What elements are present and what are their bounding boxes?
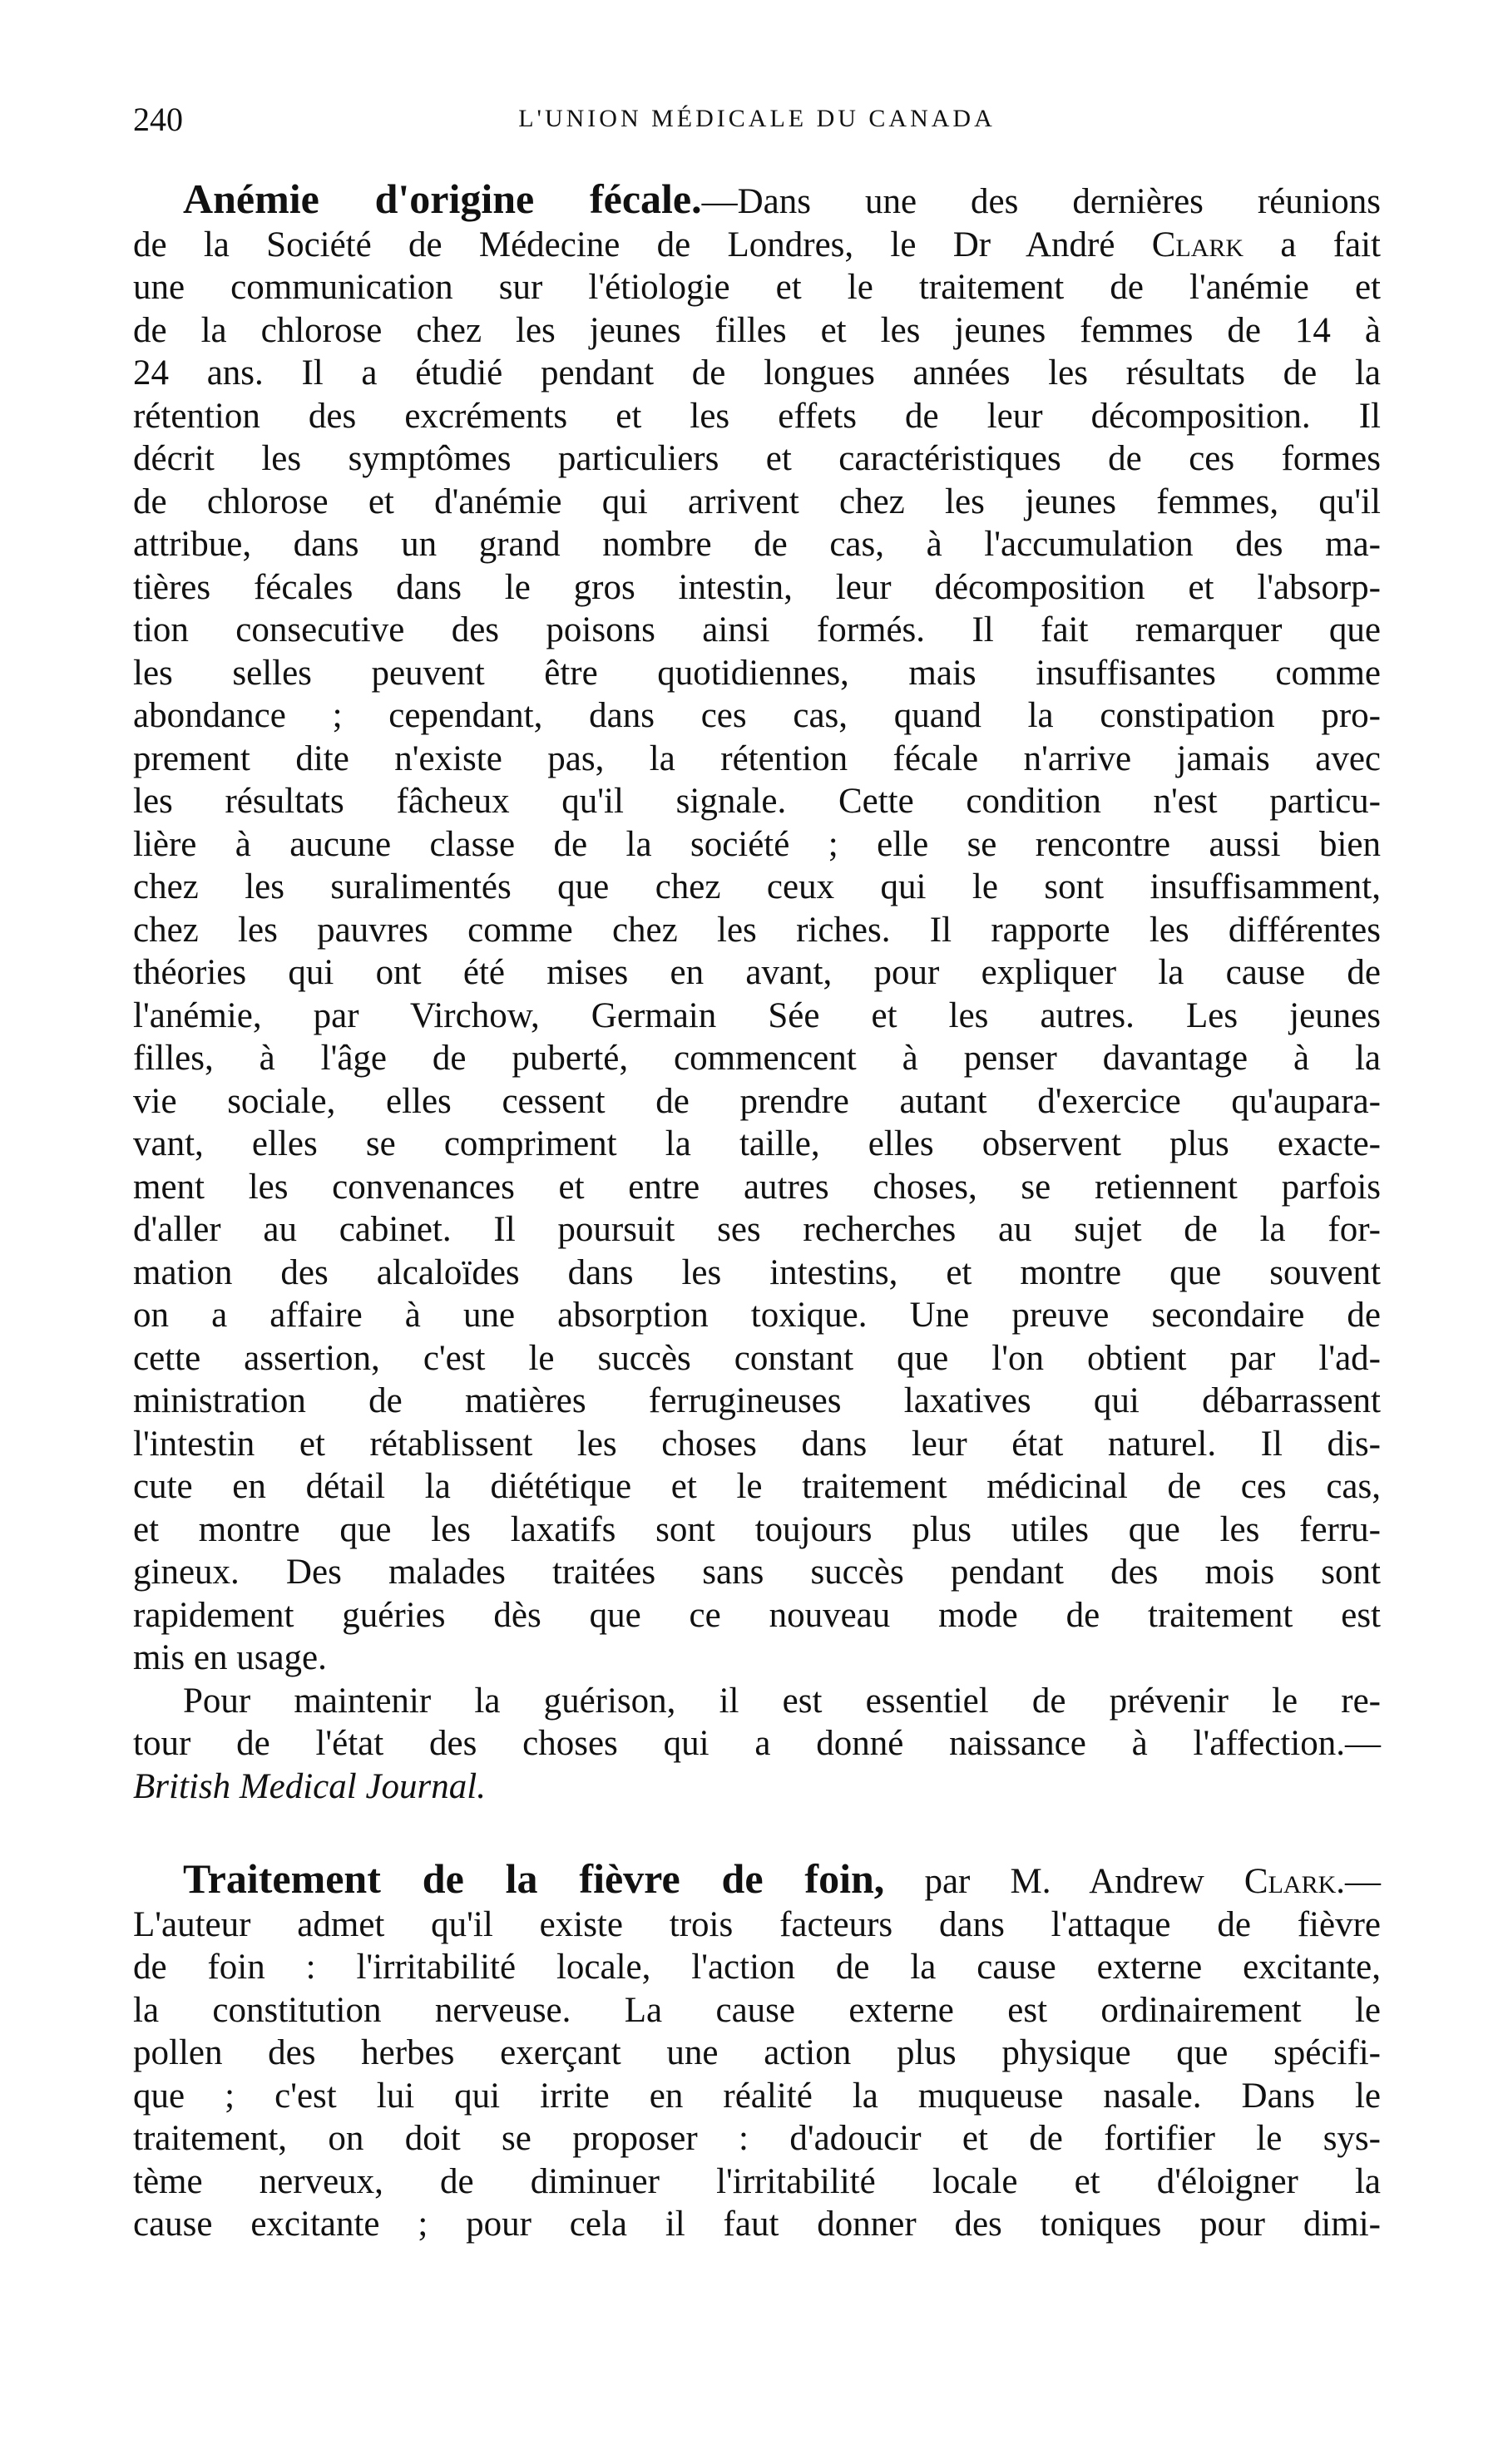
text-line: pollen des herbes exerçant une action plus physique que spécifi- <box>133 2033 1381 2072</box>
text-line: cute en détail la diététique et le traitement médicinal de ces cas, <box>133 1467 1381 1506</box>
text-line: chez les pauvres comme chez les riches. Il rapporte les différentes <box>133 910 1381 950</box>
text-line: chez les suralimentés que chez ceux qui le sont insuffisamment, <box>133 867 1381 906</box>
text-line: les résultats fâcheux qu'il signale. Cette condition n'est particu- <box>133 782 1381 821</box>
text-line: une communication sur l'étiologie et le traitement de l'anémie et <box>133 268 1381 307</box>
text-line <box>133 224 1381 267</box>
text-line: d'aller au cabinet. Il poursuit ses recherches au sujet de la for- <box>133 1210 1381 1249</box>
text-line: de la chlorose chez les jeunes filles et les jeunes femmes de 14 à <box>133 310 1381 350</box>
text-line: Pour maintenir la guérison, il est essentiel de prévenir le re- <box>183 1681 1381 1721</box>
text-line: on a affaire à une absorption toxique. Une preuve secondaire de <box>133 1296 1381 1335</box>
text-line: décrit les symptômes particuliers et caractéristiques de ces formes <box>133 439 1381 478</box>
text-line: que ; c'est lui qui irrite en réalité la muqueuse nasale. Dans le <box>133 2076 1381 2116</box>
text-line: filles, à l'âge de puberté, commencent à penser davantage à la <box>133 1039 1381 1078</box>
page-number: 240 <box>133 101 183 138</box>
text-line: 24 ans. Il a étudié pendant de longues années les résultats de la <box>133 353 1381 393</box>
article-first-line <box>133 175 1381 224</box>
text-line: gineux. Des malades traitées sans succès pendant des mois sont <box>133 1553 1381 1592</box>
text-line: de foin : l'irritabilité locale, l'action de la cause externe excitante, <box>133 1948 1381 1987</box>
text-line: traitement, on doit se proposer : d'adoucir et de fortifier le sys- <box>133 2119 1381 2158</box>
author-name: Clark <box>1151 225 1244 264</box>
running-head <box>133 100 1381 150</box>
byline-suffix: .— <box>1336 1862 1382 1901</box>
byline-prefix: par M. Andrew <box>884 1862 1244 1901</box>
text-line: et montre que les laxatifs sont toujours plus utiles que les ferru- <box>133 1509 1381 1549</box>
text-line: vant, elles se compriment la taille, elles observent plus exacte- <box>133 1124 1381 1163</box>
text-line: tion consecutive des poisons ainsi formés. Il fait remarquer que <box>133 610 1381 649</box>
article-anemie <box>133 175 1381 1808</box>
text-line: la constitution nerveuse. La cause externe est ordinairement le <box>133 1990 1381 2030</box>
author-name: Clark <box>1243 1862 1337 1901</box>
text-line: mation des alcaloïdes dans les intestins, et montre que souvent <box>133 1252 1381 1292</box>
text-fragment: de la Société de Médecine de Londres, le Dr André <box>133 225 1115 264</box>
text-line: attribue, dans un grand nombre de cas, à l'accumulation des ma- <box>133 525 1381 564</box>
text-line: tour de l'état des choses qui a donné naissance à l'affection.— <box>133 1724 1381 1763</box>
text-line: abondance ; cependant, dans ces cas, quand la constipation pro- <box>133 696 1381 735</box>
text-line: cette assertion, c'est le succès constant que l'on obtient par l'ad- <box>133 1338 1381 1378</box>
page <box>133 100 1381 2246</box>
text-line: l'intestin et rétablissent les choses dans leur état naturel. Il dis- <box>133 1424 1381 1464</box>
text-line: les selles peuvent être quotidiennes, mais insuffisantes comme <box>133 653 1381 693</box>
text-line: mis en usage. <box>133 1638 327 1677</box>
article-first-line <box>133 1855 1382 1904</box>
article-fievre-de-foin <box>133 1855 1382 2246</box>
text-line: cause excitante ; pour cela il faut donner des toniques pour dimi- <box>133 2205 1381 2244</box>
text-fragment: a fait <box>1243 225 1381 264</box>
text-line: vie sociale, elles cessent de prendre autant d'exercice qu'aupara- <box>133 1081 1381 1121</box>
text-line: théories qui ont été mises en avant, pour expliquer la cause de <box>133 953 1381 992</box>
source-citation: British Medical Journal. <box>133 1766 486 1806</box>
text-line: L'auteur admet qu'il existe trois facteurs dans l'attaque de fièvre <box>133 1904 1381 1944</box>
text-line: rapidement guéries dès que ce nouveau mode de traitement est <box>133 1595 1381 1635</box>
article-title: Traitement de la fièvre de foin, <box>183 1855 885 1902</box>
text-line: —Dans une des dernières réunions <box>701 182 1381 221</box>
text-line: de chlorose et d'anémie qui arrivent chez les jeunes femmes, qu'il <box>133 481 1381 521</box>
text-line: lière à aucune classe de la société ; elle se rencontre aussi bien <box>133 824 1381 864</box>
text-line: ment les convenances et entre autres choses, se retiennent parfois <box>133 1167 1381 1207</box>
text-line: tières fécales dans le gros intestin, leur décomposition et l'absorp- <box>133 567 1381 607</box>
text-line: prement dite n'existe pas, la rétention fécale n'arrive jamais avec <box>133 738 1381 778</box>
journal-title: L'UNION MÉDICALE DU CANADA <box>518 105 996 132</box>
text-line: l'anémie, par Virchow, Germain Sée et les autres. Les jeunes <box>133 995 1381 1035</box>
text-line: tème nerveux, de diminuer l'irritabilité locale et d'éloigner la <box>133 2161 1381 2201</box>
article-title: Anémie d'origine fécale. <box>183 175 702 222</box>
text-line: rétention des excréments et les effets de leur décomposition. Il <box>133 396 1381 436</box>
text-line: ministration de matières ferrugineuses laxatives qui débarrassent <box>133 1381 1381 1420</box>
